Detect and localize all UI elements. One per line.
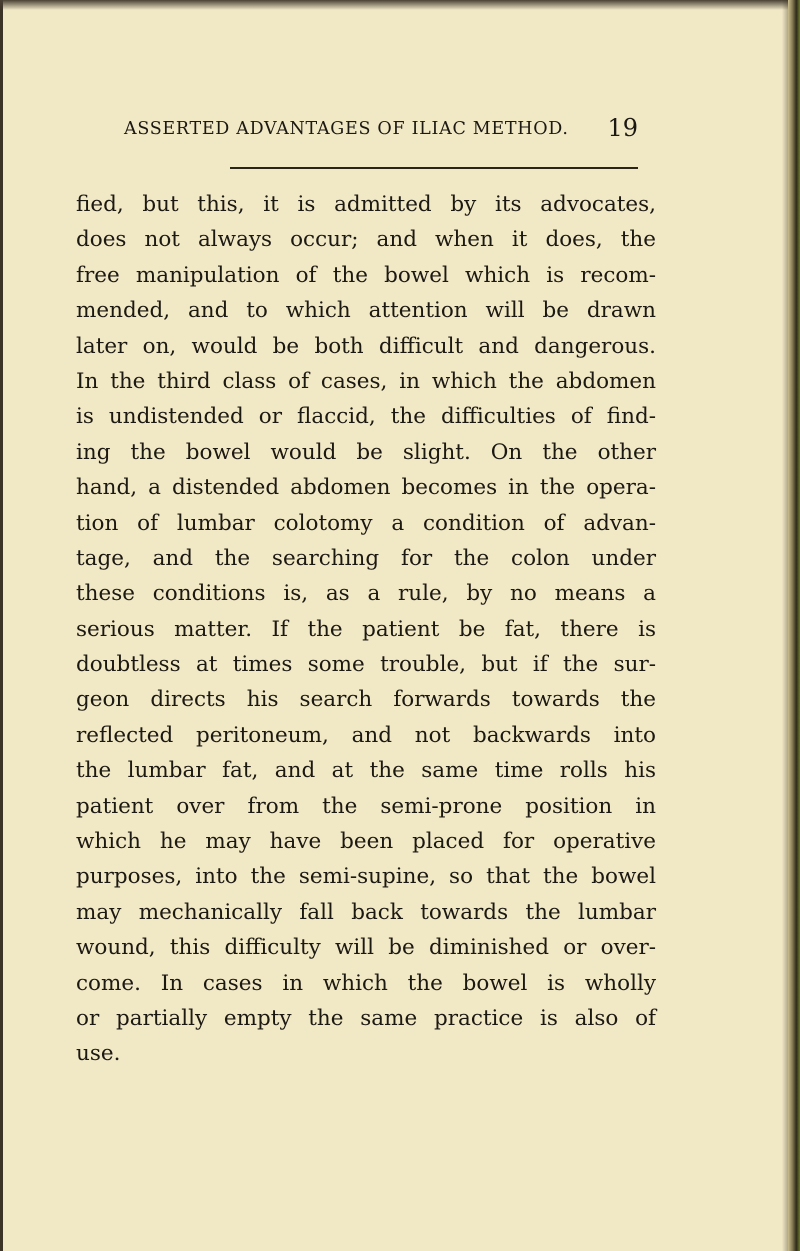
header-rule xyxy=(230,167,638,169)
text-line: tage, and the searching for the colon under xyxy=(76,545,656,571)
page-edge-top xyxy=(0,0,790,10)
text-line: serious matter. If the patient be fat, there is xyxy=(76,616,656,642)
text-line: hand, a distended abdomen becomes in the opera- xyxy=(76,475,656,501)
text-line: mended, and to which attention will be drawn xyxy=(76,298,656,324)
page-edge-left xyxy=(0,0,3,1251)
body-paragraph xyxy=(76,187,656,1072)
text-line: ing the bowel would be slight. On the other xyxy=(76,439,656,465)
text-line: which he may have been placed for operative xyxy=(76,829,656,855)
text-line: purposes, into the semi-supine, so that the bowel xyxy=(76,864,656,890)
book-spine-edge xyxy=(788,0,800,1251)
running-title: ASSERTED ADVANTAGES OF ILIAC METHOD. xyxy=(124,119,569,139)
text-line: fied, but this, it is admitted by its advocates, xyxy=(76,192,656,217)
text-line: patient over from the semi-prone position in xyxy=(76,793,656,819)
text-line: use. xyxy=(76,1041,121,1067)
page-number: 19 xyxy=(607,114,638,142)
text-line: wound, this difficulty will be diminished or over- xyxy=(76,935,656,961)
text-line: or partially empty the same practice is also of xyxy=(76,1005,656,1031)
text-line: the lumbar fat, and at the same time rolls his xyxy=(76,758,656,784)
text-line: free manipulation of the bowel which is recom- xyxy=(76,262,656,288)
text-line: In the third class of cases, in which the abdomen xyxy=(76,368,656,394)
text-line: reflected peritoneum, and not backwards into xyxy=(76,722,656,748)
text-line: may mechanically fall back towards the lumbar xyxy=(76,899,656,925)
text-line: these conditions is, as a rule, by no means a xyxy=(76,581,656,607)
text-line: come. In cases in which the bowel is wholly xyxy=(76,970,656,996)
text-line: geon directs his search forwards towards the xyxy=(76,687,656,713)
text-line: does not always occur; and when it does, the xyxy=(76,227,656,253)
text-line: later on, would be both difficult and dangerous. xyxy=(76,333,656,359)
text-line: doubtless at times some trouble, but if the sur- xyxy=(76,652,656,678)
text-line: tion of lumbar colotomy a condition of advan- xyxy=(76,510,656,536)
text-line: is undistended or flaccid, the difficulties of find- xyxy=(76,404,656,430)
page-header xyxy=(124,114,638,147)
